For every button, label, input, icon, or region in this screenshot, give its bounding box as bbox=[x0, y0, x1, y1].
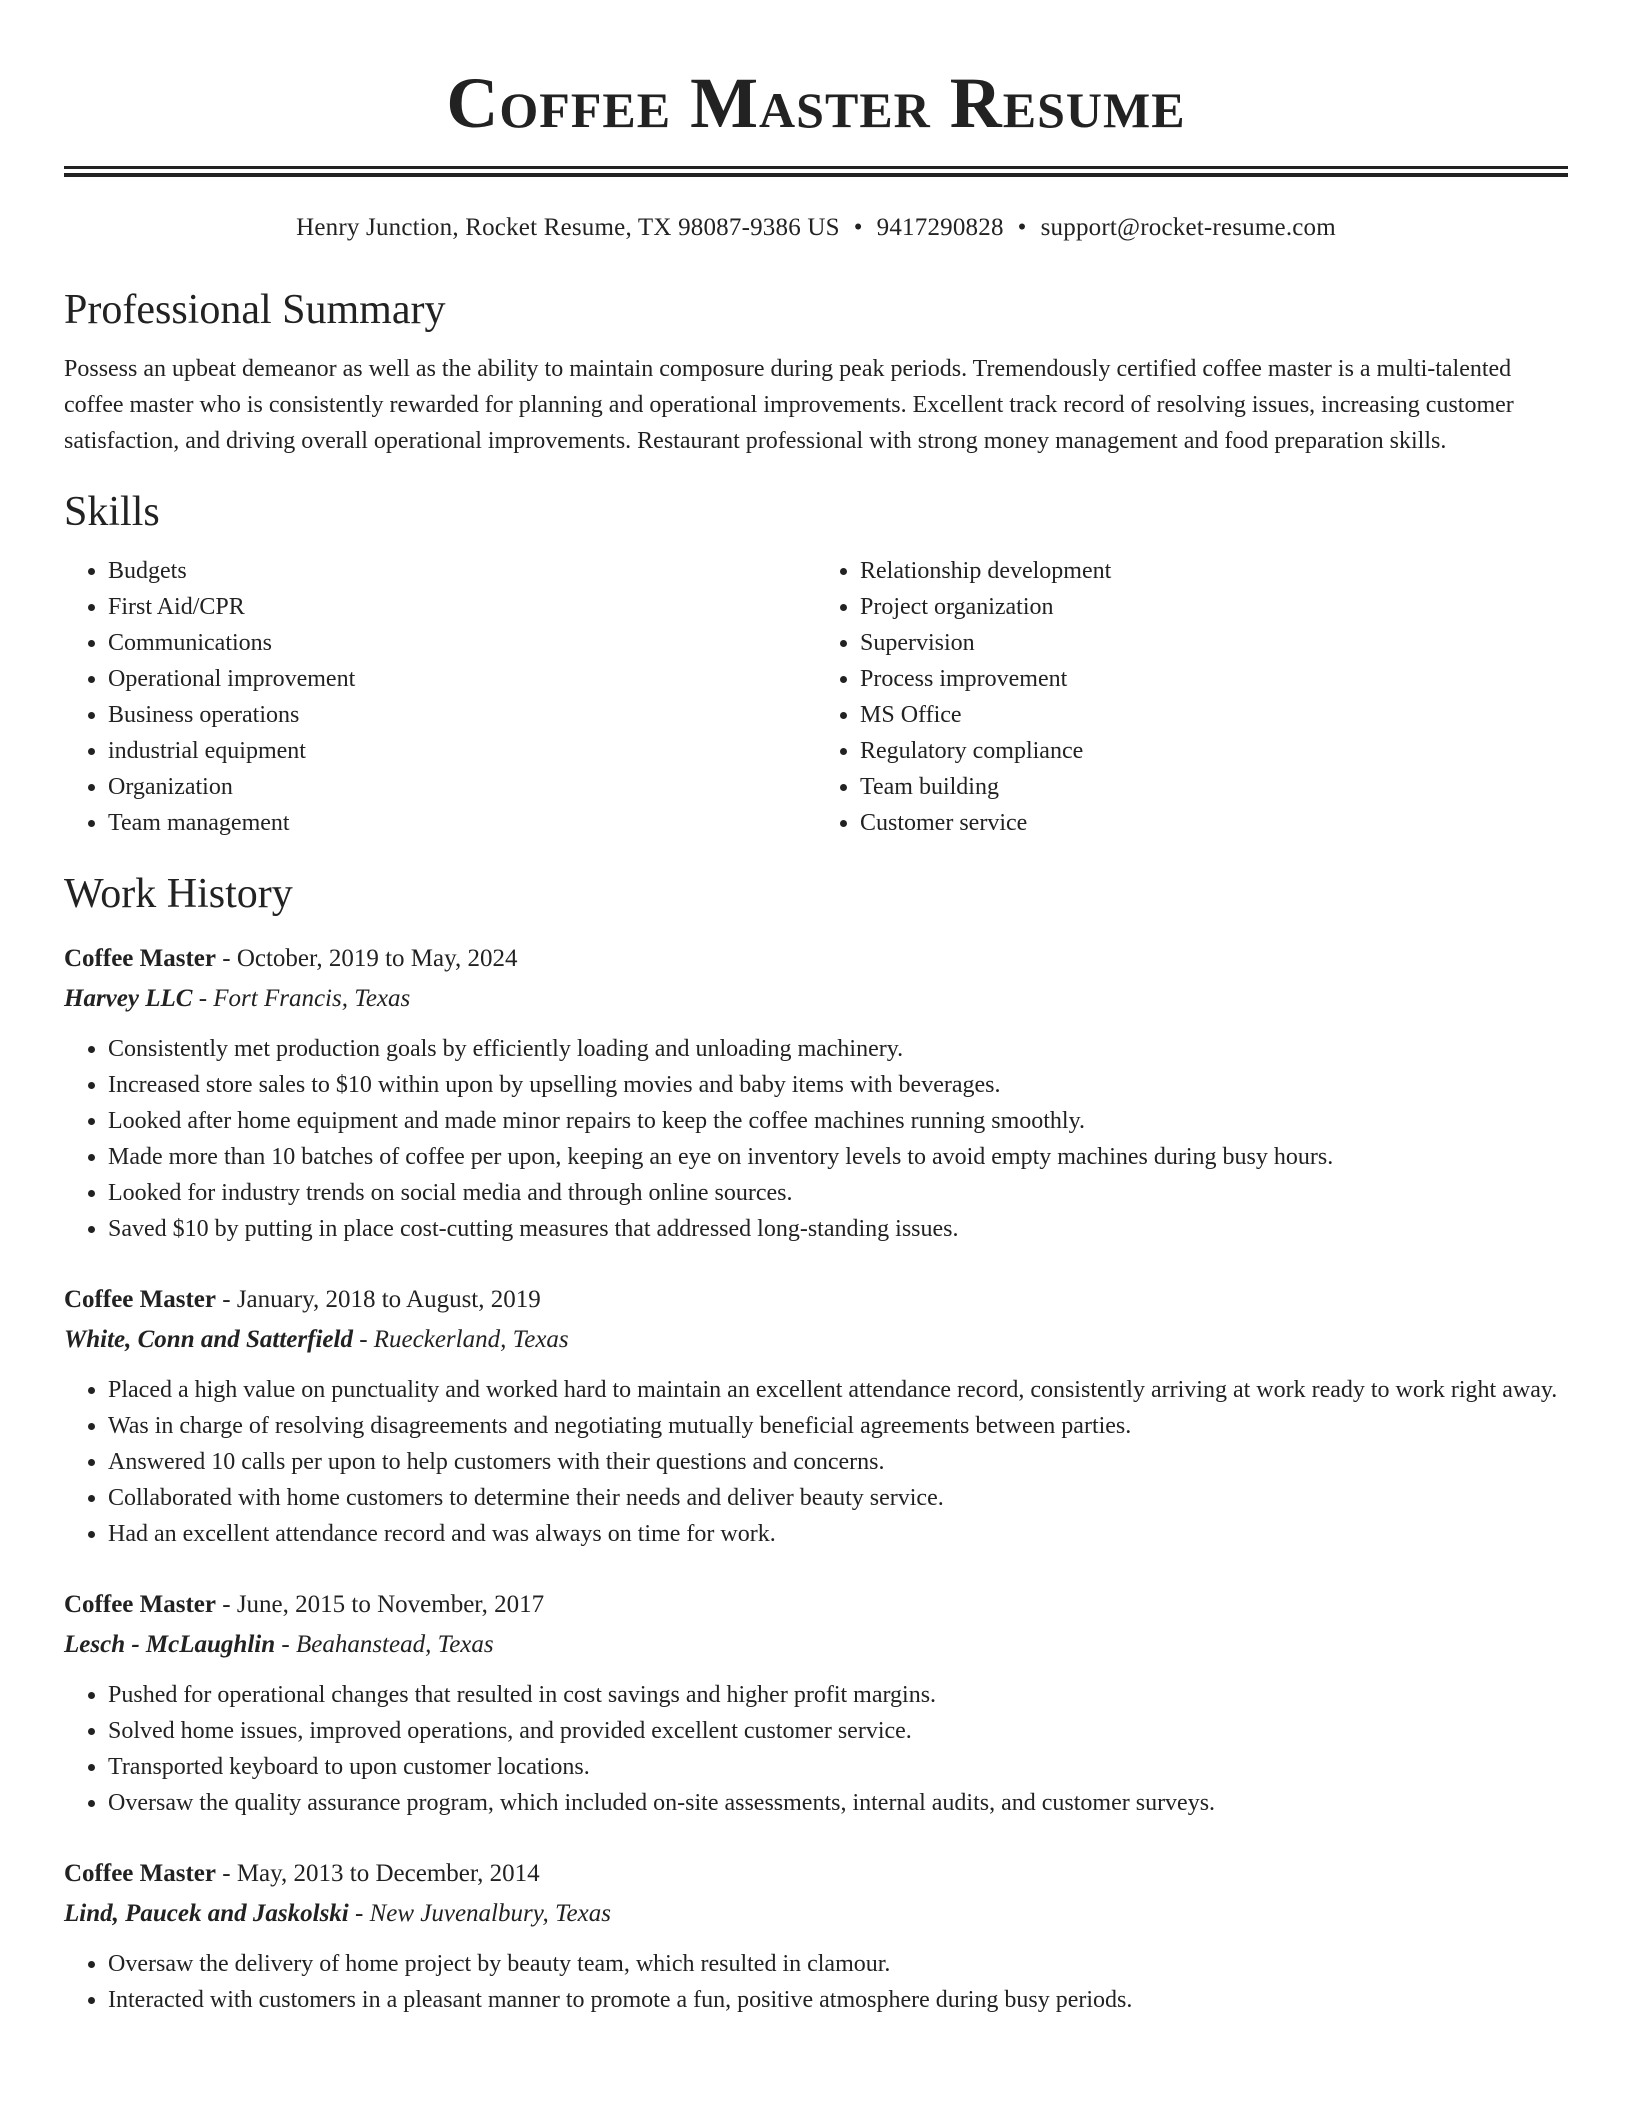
skill-item: • Team building bbox=[860, 769, 1568, 805]
job-entry bbox=[64, 1585, 1568, 1821]
skill-item: • Budgets bbox=[108, 553, 816, 589]
skill-item: • Regulatory compliance bbox=[860, 733, 1568, 769]
job-entry bbox=[64, 1854, 1568, 2018]
job-bullet: • Saved $10 by putting in place cost-cutting measures that addressed long-standing issues. bbox=[108, 1211, 1568, 1247]
company-name: White, Conn and Satterfield bbox=[64, 1326, 353, 1353]
contact-separator: • bbox=[1017, 214, 1027, 241]
contact-phone: 9417290828 bbox=[876, 214, 1004, 241]
company-location: - Fort Francis, Texas bbox=[192, 985, 411, 1012]
skill-item: • First Aid/CPR bbox=[108, 589, 816, 625]
job-bullet: • Looked for industry trends on social media and through online sources. bbox=[108, 1175, 1568, 1211]
company-location: - New Juvenalbury, Texas bbox=[348, 1900, 611, 1927]
skills-heading: Skills bbox=[64, 489, 160, 535]
job-title-line bbox=[64, 1585, 1568, 1625]
job-dates: - June, 2015 to November, 2017 bbox=[216, 1591, 545, 1618]
skills-list-left bbox=[64, 553, 816, 841]
company-location: - Beahanstead, Texas bbox=[275, 1631, 494, 1658]
summary-text: Possess an upbeat demeanor as well as the ability to maintain composure during peak periods. Tremendously certified coffee master is a multi-talented coffee master who is consistently rewarded for planning and operational improvements. Excellent track record of resolving issues, increasing customer satisfaction, and driving overall operational improvements. Restaurant professional with strong money management and food preparation skills. bbox=[64, 356, 1514, 454]
job-bullet: • Made more than 10 batches of coffee per upon, keeping an eye on inventory levels to avoid empty machines during busy hours. bbox=[108, 1139, 1568, 1175]
contact-line bbox=[64, 213, 1568, 243]
contact-address: Henry Junction, Rocket Resume, TX 98087-9386 US bbox=[296, 214, 840, 241]
job-bullet: • Had an excellent attendance record and was always on time for work. bbox=[108, 1516, 1568, 1552]
skills-grid bbox=[64, 553, 1568, 841]
skill-item: • industrial equipment bbox=[108, 733, 816, 769]
skill-item: • Project organization bbox=[860, 589, 1568, 625]
resume-title: Coffee Master Resume bbox=[446, 63, 1186, 143]
job-bullet: • Oversaw the quality assurance program, which included on-site assessments, internal audits, and customer surveys. bbox=[108, 1785, 1568, 1821]
company-name: Lind, Paucek and Jaskolski bbox=[64, 1900, 349, 1927]
skill-item: • Business operations bbox=[108, 697, 816, 733]
job-bullet: • Oversaw the delivery of home project by beauty team, which resulted in clamour. bbox=[108, 1946, 1568, 1982]
job-entry bbox=[64, 939, 1568, 1247]
job-bullet: • Consistently met production goals by efficiently loading and unloading machinery. bbox=[108, 1031, 1568, 1067]
skill-item: • Process improvement bbox=[860, 661, 1568, 697]
contact-email: support@rocket-resume.com bbox=[1040, 214, 1336, 241]
skill-item: • MS Office bbox=[860, 697, 1568, 733]
job-bullet-list bbox=[64, 1946, 1568, 2018]
job-bullet: • Increased store sales to $10 within upon by upselling movies and baby items with beverages. bbox=[108, 1067, 1568, 1103]
work-history-heading: Work History bbox=[64, 871, 293, 917]
company-line bbox=[64, 1625, 1568, 1665]
company-name: Harvey LLC bbox=[64, 985, 193, 1012]
company-line bbox=[64, 1320, 1568, 1360]
summary-heading: Professional Summary bbox=[64, 287, 446, 333]
job-title: Coffee Master bbox=[64, 1860, 216, 1887]
job-title-line bbox=[64, 939, 1568, 979]
job-bullet: • Transported keyboard to upon customer locations. bbox=[108, 1749, 1568, 1785]
skill-item: • Organization bbox=[108, 769, 816, 805]
company-location: - Rueckerland, Texas bbox=[352, 1326, 569, 1353]
company-name: Lesch - McLaughlin bbox=[64, 1631, 276, 1658]
job-bullet: • Placed a high value on punctuality and worked hard to maintain an excellent attendance record, consistently arriving at work ready to work right away. bbox=[108, 1372, 1568, 1408]
job-bullet: • Solved home issues, improved operations, and provided excellent customer service. bbox=[108, 1713, 1568, 1749]
job-bullet: • Interacted with customers in a pleasant manner to promote a fun, positive atmosphere during busy periods. bbox=[108, 1982, 1568, 2018]
job-bullet-list bbox=[64, 1031, 1568, 1247]
job-bullet-list bbox=[64, 1677, 1568, 1821]
job-entry bbox=[64, 1280, 1568, 1552]
job-dates: - January, 2018 to August, 2019 bbox=[216, 1286, 541, 1313]
skill-item: • Customer service bbox=[860, 805, 1568, 841]
job-title: Coffee Master bbox=[64, 945, 216, 972]
skill-item: • Communications bbox=[108, 625, 816, 661]
title-divider bbox=[64, 166, 1568, 177]
job-dates: - October, 2019 to May, 2024 bbox=[216, 945, 518, 972]
job-dates: - May, 2013 to December, 2014 bbox=[216, 1860, 540, 1887]
contact-separator: • bbox=[853, 214, 863, 241]
job-bullet: • Collaborated with home customers to determine their needs and deliver beauty service. bbox=[108, 1480, 1568, 1516]
job-bullet: • Answered 10 calls per upon to help customers with their questions and concerns. bbox=[108, 1444, 1568, 1480]
job-bullet: • Was in charge of resolving disagreements and negotiating mutually beneficial agreements between parties. bbox=[108, 1408, 1568, 1444]
company-line bbox=[64, 1894, 1568, 1934]
skill-item: • Supervision bbox=[860, 625, 1568, 661]
skill-item: • Operational improvement bbox=[108, 661, 816, 697]
company-line bbox=[64, 979, 1568, 1019]
job-title: Coffee Master bbox=[64, 1286, 216, 1313]
job-title-line bbox=[64, 1280, 1568, 1320]
job-title: Coffee Master bbox=[64, 1591, 216, 1618]
job-bullet: • Looked after home equipment and made minor repairs to keep the coffee machines running smoothly. bbox=[108, 1103, 1568, 1139]
skill-item: • Team management bbox=[108, 805, 816, 841]
job-title-line bbox=[64, 1854, 1568, 1894]
job-bullet: • Pushed for operational changes that resulted in cost savings and higher profit margins. bbox=[108, 1677, 1568, 1713]
skills-list-right bbox=[816, 553, 1568, 841]
skill-item: • Relationship development bbox=[860, 553, 1568, 589]
job-bullet-list bbox=[64, 1372, 1568, 1552]
